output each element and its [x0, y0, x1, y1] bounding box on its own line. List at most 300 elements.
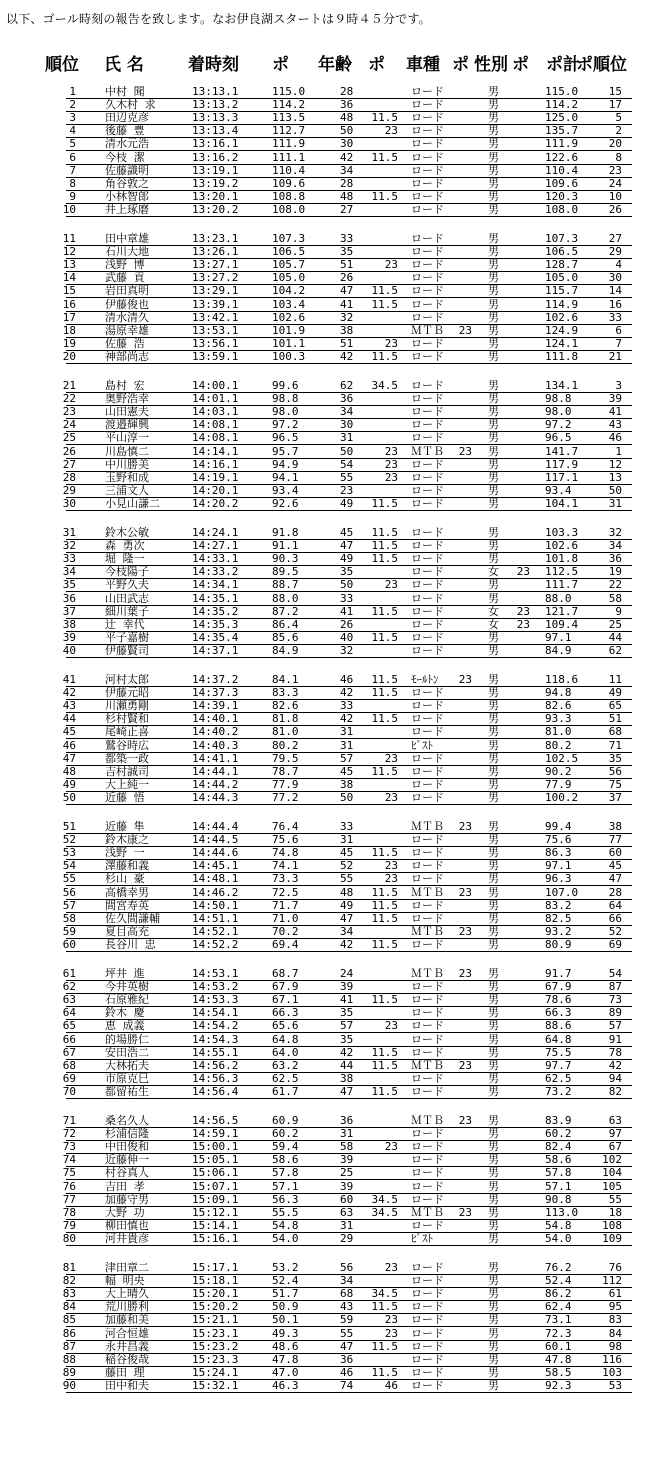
cell-sex: 男	[488, 1218, 499, 1232]
cell-finish-time: 13:27.1	[192, 258, 239, 272]
cell-total-points: 76.2	[545, 1261, 572, 1274]
cell-rank: 69	[62, 1071, 76, 1085]
cell-bike-type: ロード	[411, 124, 444, 138]
cell-sex: 男	[488, 764, 499, 778]
cell-age: 23	[340, 483, 354, 497]
cell-rank: 54	[62, 859, 76, 873]
cell-age: 35	[340, 565, 354, 579]
cell-total-points: 90.8	[545, 1192, 572, 1206]
cell-name: 佐藤識明	[105, 163, 149, 177]
cell-bike-type: ロード	[411, 937, 444, 951]
cell-age: 30	[340, 137, 354, 151]
cell-sex: 男	[488, 1231, 499, 1245]
cell-age: 41	[340, 993, 354, 1007]
cell-age: 38	[340, 1071, 354, 1085]
cell-age: 34	[340, 163, 354, 177]
cell-name: 大上純一	[105, 777, 149, 791]
cell-sex: 男	[488, 1084, 499, 1098]
cell-name: 近藤 隼	[105, 820, 145, 833]
cell-age-points: 11.5	[371, 686, 398, 700]
cell-age-points: 23	[384, 578, 398, 592]
cell-points-rank: 44	[608, 630, 622, 644]
cell-total-points: 54.8	[545, 1218, 572, 1232]
cell-bike-type: ロード	[411, 392, 444, 406]
cell-points-rank: 104	[602, 1166, 622, 1180]
cell-rank: 59	[62, 924, 76, 938]
cell-points: 94.9	[272, 457, 299, 471]
cell-total-points: 82.5	[545, 911, 572, 925]
cell-points: 105.7	[272, 258, 306, 272]
cell-points: 50.1	[272, 1313, 299, 1327]
cell-points: 46.3	[272, 1378, 299, 1392]
cell-age: 45	[340, 764, 354, 778]
cell-rank: 5	[69, 137, 76, 151]
cell-points: 98.0	[272, 405, 299, 419]
cell-total-points: 88.6	[545, 1019, 572, 1033]
table-row	[0, 1073, 647, 1086]
cell-total-points: 60.2	[545, 1127, 572, 1141]
cell-points-rank: 73	[608, 993, 622, 1007]
cell-points-rank: 45	[608, 859, 622, 873]
cell-finish-time: 13:27.2	[192, 271, 239, 285]
cell-total-points: 134.1	[545, 379, 579, 392]
cell-name: 村谷真人	[105, 1166, 149, 1180]
cell-bike-type: ロード	[411, 1179, 444, 1193]
cell-total-points: 107.3	[545, 232, 579, 245]
cell-finish-time: 14:35.3	[192, 617, 239, 631]
cell-bike-type: ロード	[411, 258, 444, 272]
table-row	[0, 939, 647, 952]
cell-points: 95.7	[272, 444, 299, 458]
cell-age-points: 23	[384, 444, 398, 458]
cell-points: 49.3	[272, 1326, 299, 1340]
cell-total-points: 83.2	[545, 898, 572, 912]
cell-total-points: 90.2	[545, 764, 572, 778]
cell-age: 34	[340, 405, 354, 419]
cell-points-rank: 8	[615, 150, 622, 164]
cell-points: 62.5	[272, 1071, 299, 1085]
cell-finish-time: 14:51.1	[192, 911, 239, 925]
cell-bike-type: ロード	[411, 1019, 444, 1033]
cell-rank: 44	[62, 712, 76, 726]
cell-age: 36	[340, 392, 354, 406]
cell-finish-time: 14:24.1	[192, 526, 239, 539]
cell-bike-type: ロード	[411, 1192, 444, 1206]
cell-age: 35	[340, 245, 354, 259]
cell-rank: 62	[62, 980, 76, 994]
cell-age: 35	[340, 1006, 354, 1020]
cell-bike-points: 23	[458, 924, 472, 938]
cell-name: 渡邉輝興	[105, 418, 149, 432]
cell-name: 加藤守男	[105, 1192, 149, 1206]
cell-rank: 50	[62, 790, 76, 804]
table-row	[0, 887, 647, 900]
table-row	[0, 325, 647, 338]
table-row	[0, 1233, 647, 1246]
header-age: 年齢	[318, 55, 352, 75]
cell-rank: 9	[69, 189, 76, 203]
cell-finish-time: 14:01.1	[192, 392, 239, 406]
cell-name: 的場勝仁	[105, 1032, 149, 1046]
cell-bike-type: ロード	[411, 457, 444, 471]
cell-points: 77.2	[272, 790, 299, 804]
row-rule	[66, 657, 632, 658]
cell-bike-type: ロード	[411, 1127, 444, 1141]
cell-name: 坪井 進	[105, 967, 145, 980]
cell-points-rank: 21	[608, 349, 622, 363]
cell-name: 平野久夫	[105, 578, 149, 592]
cell-points: 89.5	[272, 565, 299, 579]
cell-bike-type: ロード	[411, 578, 444, 592]
table-row	[0, 632, 647, 645]
cell-total-points: 120.3	[545, 189, 579, 203]
cell-points-rank: 97	[608, 1127, 622, 1141]
cell-name: 近藤伸一	[105, 1153, 149, 1167]
cell-points: 98.8	[272, 392, 299, 406]
cell-finish-time: 15:24.1	[192, 1365, 239, 1379]
cell-age-points: 11.5	[371, 937, 398, 951]
cell-total-points: 102.5	[545, 751, 579, 765]
cell-points-rank: 28	[608, 885, 622, 899]
table-row	[0, 485, 647, 498]
cell-rank: 83	[62, 1287, 76, 1301]
cell-total-points: 109.4	[545, 617, 579, 631]
cell-points: 60.2	[272, 1127, 299, 1141]
cell-points: 67.1	[272, 993, 299, 1007]
cell-name: 石原雅紀	[105, 993, 149, 1007]
cell-rank: 18	[62, 323, 76, 337]
cell-total-points: 80.9	[545, 937, 572, 951]
cell-finish-time: 14:03.1	[192, 405, 239, 419]
cell-points-rank: 2	[615, 124, 622, 138]
cell-points-rank: 75	[608, 777, 622, 791]
cell-bike-type: ﾋﾟｽﾄ	[411, 1231, 433, 1245]
cell-age: 63	[340, 1205, 354, 1219]
cell-sex: 男	[488, 189, 499, 203]
cell-finish-time: 14:35.1	[192, 591, 239, 605]
cell-rank: 85	[62, 1313, 76, 1327]
cell-finish-time: 13:16.1	[192, 137, 239, 151]
cell-total-points: 99.4	[545, 820, 572, 833]
cell-bike-type: ロード	[411, 1153, 444, 1167]
cell-age: 42	[340, 1045, 354, 1059]
cell-name: 稲谷俊哉	[105, 1352, 149, 1366]
cell-sex: 男	[488, 444, 499, 458]
cell-points-rank: 87	[608, 980, 622, 994]
cell-rank: 56	[62, 885, 76, 899]
cell-rank: 89	[62, 1365, 76, 1379]
cell-sex: 男	[488, 712, 499, 726]
table-row	[0, 1181, 647, 1194]
cell-finish-time: 13:59.1	[192, 349, 239, 363]
cell-bike-type: ロード	[411, 1274, 444, 1288]
cell-sex: 男	[488, 1045, 499, 1059]
cell-sex: 男	[488, 643, 499, 657]
cell-rank: 42	[62, 686, 76, 700]
cell-sex: 男	[488, 150, 499, 164]
cell-finish-time: 13:13.1	[192, 85, 239, 98]
cell-finish-time: 14:34.1	[192, 578, 239, 592]
cell-finish-time: 13:19.1	[192, 163, 239, 177]
cell-name: 山田憲夫	[105, 405, 149, 419]
table-row	[0, 338, 647, 351]
cell-points: 51.7	[272, 1287, 299, 1301]
cell-finish-time: 14:44.6	[192, 846, 239, 860]
row-rule	[66, 216, 632, 217]
cell-age: 30	[340, 418, 354, 432]
cell-sex: 男	[488, 85, 499, 98]
cell-total-points: 104.1	[545, 496, 579, 510]
table-row	[0, 1047, 647, 1060]
cell-rank: 43	[62, 699, 76, 713]
cell-bike-type: ロード	[411, 751, 444, 765]
cell-sex: 男	[488, 1352, 499, 1366]
cell-total-points: 124.1	[545, 336, 579, 350]
cell-sex: 男	[488, 496, 499, 510]
cell-finish-time: 14:44.3	[192, 790, 239, 804]
cell-name: 河井貴彦	[105, 1231, 149, 1245]
cell-age: 34	[340, 1274, 354, 1288]
cell-age: 38	[340, 323, 354, 337]
cell-points-rank: 60	[608, 846, 622, 860]
cell-total-points: 102.6	[545, 539, 579, 553]
cell-age-points: 23	[384, 859, 398, 873]
table-row	[0, 1194, 647, 1207]
table-row	[0, 579, 647, 592]
cell-age-points: 11.5	[371, 630, 398, 644]
cell-finish-time: 14:37.3	[192, 686, 239, 700]
cell-points: 61.7	[272, 1084, 299, 1098]
cell-sex: 男	[488, 405, 499, 419]
cell-total-points: 141.7	[545, 444, 579, 458]
cell-finish-time: 14:52.2	[192, 937, 239, 951]
cell-points: 66.3	[272, 1006, 299, 1020]
cell-rank: 48	[62, 764, 76, 778]
cell-sex: 男	[488, 898, 499, 912]
cell-bike-type: ロード	[411, 1365, 444, 1379]
cell-rank: 25	[62, 431, 76, 445]
table-row	[0, 1207, 647, 1220]
cell-age: 62	[340, 379, 354, 392]
cell-age-points: 11.5	[371, 712, 398, 726]
cell-bike-type: ロード	[411, 176, 444, 190]
table-row	[0, 1380, 647, 1393]
cell-finish-time: 14:14.1	[192, 444, 239, 458]
cell-name: 佐久間謙輔	[105, 911, 160, 925]
table-row	[0, 285, 647, 298]
cell-sex: 男	[488, 790, 499, 804]
cell-finish-time: 14:48.1	[192, 872, 239, 886]
cell-points: 108.0	[272, 202, 306, 216]
cell-bike-type: ロード	[411, 349, 444, 363]
cell-sex: 男	[488, 539, 499, 553]
cell-sex: 男	[488, 885, 499, 899]
cell-finish-time: 14:41.1	[192, 751, 239, 765]
cell-points: 75.6	[272, 833, 299, 847]
cell-rank: 86	[62, 1326, 76, 1340]
cell-sex: 男	[488, 937, 499, 951]
cell-total-points: 108.0	[545, 202, 579, 216]
cell-finish-time: 15:07.1	[192, 1179, 239, 1193]
cell-rank: 76	[62, 1179, 76, 1193]
cell-rank: 36	[62, 591, 76, 605]
cell-bike-type: ロード	[411, 777, 444, 791]
cell-sex: 男	[488, 846, 499, 860]
cell-sex: 男	[488, 1127, 499, 1141]
cell-name: 川島慎二	[105, 444, 149, 458]
cell-name: 石川大地	[105, 245, 149, 259]
cell-age: 28	[340, 176, 354, 190]
cell-points: 109.6	[272, 176, 306, 190]
cell-sex: 女	[488, 617, 499, 631]
table-row	[0, 191, 647, 204]
cell-points-rank: 83	[608, 1313, 622, 1327]
cell-sex: 男	[488, 686, 499, 700]
cell-points-rank: 6	[615, 323, 622, 337]
cell-total-points: 103.3	[545, 526, 579, 539]
cell-points-rank: 49	[608, 686, 622, 700]
header-bike-points: ポ	[452, 55, 469, 75]
cell-sex: 男	[488, 297, 499, 311]
cell-points-rank: 89	[608, 1006, 622, 1020]
cell-total-points: 75.5	[545, 1045, 572, 1059]
cell-sex: 男	[488, 470, 499, 484]
cell-name: 夏目高充	[105, 924, 149, 938]
cell-total-points: 57.1	[545, 1179, 572, 1193]
cell-sex: 男	[488, 379, 499, 392]
cell-total-points: 73.1	[545, 1313, 572, 1327]
table-row	[0, 792, 647, 805]
cell-finish-time: 14:33.2	[192, 565, 239, 579]
cell-points-rank: 9	[615, 604, 622, 618]
cell-bike-type: ロード	[411, 699, 444, 713]
cell-finish-time: 14:54.1	[192, 1006, 239, 1020]
cell-sex: 男	[488, 1274, 499, 1288]
cell-finish-time: 14:52.1	[192, 924, 239, 938]
cell-total-points: 109.6	[545, 176, 579, 190]
cell-points: 113.5	[272, 111, 306, 125]
cell-rank: 20	[62, 349, 76, 363]
cell-total-points: 97.7	[545, 1058, 572, 1072]
row-rule	[66, 1245, 632, 1246]
cell-points-rank: 20	[608, 137, 622, 151]
cell-total-points: 60.1	[545, 1339, 572, 1353]
cell-total-points: 110.4	[545, 163, 579, 177]
cell-age: 42	[340, 150, 354, 164]
cell-bike-type: ロード	[411, 604, 444, 618]
table-row	[0, 446, 647, 459]
cell-rank: 31	[62, 526, 76, 539]
cell-age: 50	[340, 790, 354, 804]
cell-rank: 80	[62, 1231, 76, 1245]
cell-total-points: 93.4	[545, 483, 572, 497]
cell-name: 今井英樹	[105, 980, 149, 994]
table-row	[0, 1020, 647, 1033]
cell-total-points: 94.8	[545, 686, 572, 700]
cell-points-rank: 53	[608, 1378, 622, 1392]
cell-age-points: 11.5	[371, 1084, 398, 1098]
cell-age: 39	[340, 1179, 354, 1193]
cell-bike-type: ロード	[411, 1287, 444, 1301]
cell-total-points: 96.5	[545, 431, 572, 445]
cell-age-points: 23	[384, 790, 398, 804]
table-row	[0, 178, 647, 191]
cell-name: 伊藤賢司	[105, 643, 149, 657]
cell-bike-type: ロード	[411, 911, 444, 925]
cell-name: 島村 宏	[105, 379, 145, 392]
cell-bike-type: ロード	[411, 630, 444, 644]
cell-points-rank: 67	[608, 1140, 622, 1154]
cell-rank: 82	[62, 1274, 76, 1288]
cell-sex: 男	[488, 310, 499, 324]
cell-age: 33	[340, 591, 354, 605]
cell-finish-time: 14:53.1	[192, 967, 239, 980]
intro-text: 以下、ゴール時刻の報告を致します。なお伊良湖スタートは９時４５分です。	[6, 12, 431, 26]
cell-points: 87.2	[272, 604, 299, 618]
cell-rank: 65	[62, 1019, 76, 1033]
cell-points: 100.3	[272, 349, 306, 363]
cell-sex: 男	[488, 630, 499, 644]
cell-age: 27	[340, 202, 354, 216]
cell-bike-type: ロード	[411, 643, 444, 657]
cell-bike-type: ロード	[411, 565, 444, 579]
cell-bike-type: ＭＴＢ	[411, 924, 444, 938]
table-row	[0, 138, 647, 151]
cell-name: 中田俊和	[105, 1140, 149, 1154]
cell-points-rank: 109	[602, 1231, 622, 1245]
cell-bike-type: ロード	[411, 1326, 444, 1340]
cell-sex: 男	[488, 245, 499, 259]
cell-name: 井上琢磨	[105, 202, 149, 216]
cell-age-points: 11.5	[371, 1365, 398, 1379]
cell-total-points: 117.9	[545, 457, 579, 471]
cell-points: 50.9	[272, 1300, 299, 1314]
cell-rank: 88	[62, 1352, 76, 1366]
cell-finish-time: 15:23.3	[192, 1352, 239, 1366]
cell-points: 103.4	[272, 297, 306, 311]
cell-points: 58.6	[272, 1153, 299, 1167]
cell-rank: 74	[62, 1153, 76, 1167]
cell-finish-time: 14:56.4	[192, 1084, 239, 1098]
cell-age: 59	[340, 1313, 354, 1327]
cell-rank: 71	[62, 1114, 76, 1127]
cell-bike-type: ロード	[411, 1300, 444, 1314]
cell-sex: 男	[488, 833, 499, 847]
table-row	[0, 432, 647, 445]
cell-age: 45	[340, 526, 354, 539]
cell-rank: 6	[69, 150, 76, 164]
cell-total-points: 98.8	[545, 392, 572, 406]
cell-age: 47	[340, 1084, 354, 1098]
cell-name: 後藤 豊	[105, 124, 145, 138]
cell-bike-type: ロード	[411, 1339, 444, 1353]
cell-sex: 男	[488, 284, 499, 298]
cell-sex: 男	[488, 111, 499, 125]
cell-age: 52	[340, 859, 354, 873]
cell-total-points: 73.2	[545, 1084, 572, 1098]
cell-age: 31	[340, 725, 354, 739]
cell-rank: 53	[62, 846, 76, 860]
cell-points: 70.2	[272, 924, 299, 938]
cell-finish-time: 15:23.1	[192, 1326, 239, 1340]
cell-rank: 1	[69, 85, 76, 98]
cell-bike-type: ロード	[411, 496, 444, 510]
table-row	[0, 645, 647, 658]
cell-rank: 67	[62, 1045, 76, 1059]
cell-rank: 41	[62, 673, 76, 686]
cell-rank: 79	[62, 1218, 76, 1232]
cell-name: 鈴木康之	[105, 833, 149, 847]
